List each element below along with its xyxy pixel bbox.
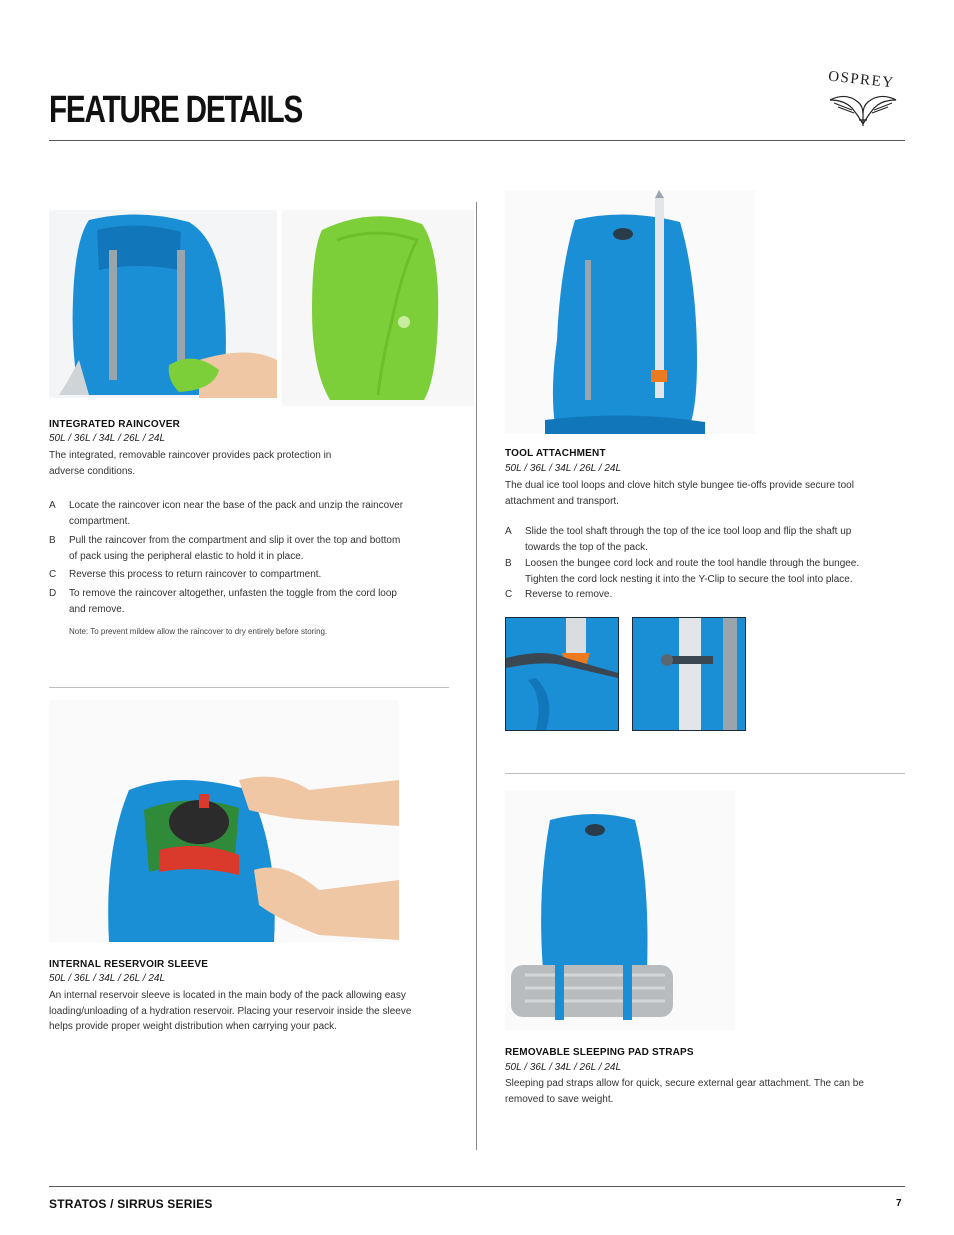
tool-sizes: 50L / 36L / 34L / 26L / 24L xyxy=(505,463,622,474)
tool-attachment-image xyxy=(505,190,755,434)
tool-step-c: C Reverse to remove. xyxy=(505,589,613,600)
raincover-pack-image xyxy=(49,210,277,398)
tool-bungee-closeup-image xyxy=(632,617,746,731)
reservoir-heading: INTERNAL RESERVOIR SLEEVE xyxy=(49,959,209,970)
tool-heading: TOOL ATTACHMENT xyxy=(505,448,606,459)
osprey-logo xyxy=(822,70,904,130)
footer-series-title: STRATOS / SIRRUS SERIES xyxy=(49,1197,213,1211)
tool-description: The dual ice tool loops and clove hitch style bungee tie-offs provide secure tool attachment and transport. xyxy=(505,480,854,507)
column-divider xyxy=(476,202,477,1150)
right-section-rule xyxy=(505,773,905,774)
raincover-note: Note: To prevent mildew allow the raincover to dry entirely before storing. xyxy=(69,627,328,636)
raincover-step-a: A Locate the raincover icon near the base of the pack and unzip the raincover compartment. xyxy=(49,500,404,527)
sleeping-pad-image xyxy=(505,790,735,1030)
raincover-step-b: B Pull the raincover from the compartment and slip it over the top and bottom of pack using the peripheral elastic to hold it in place. xyxy=(49,535,401,562)
tool-step-b: B Loosen the bungee cord lock and route the tool handle through the bungee. Tighten the cord lock nesting it into the Y-Clip to secure the tool into place. xyxy=(505,558,860,585)
tool-loop-closeup-image xyxy=(505,617,619,731)
page-title: FEATURE DETAILS xyxy=(49,89,303,131)
sleeping-pad-description: Sleeping pad straps allow for quick, secure external gear attachment. The can be removed to save weight. xyxy=(505,1078,864,1105)
raincover-heading: INTEGRATED RAINCOVER xyxy=(49,419,181,430)
left-section-rule xyxy=(49,687,449,688)
raincover-step-d: D To remove the raincover altogether, unfasten the toggle from the cord loop and remove. xyxy=(49,588,397,615)
logo-text: OSPREY xyxy=(827,68,896,92)
raincover-step-c: C Reverse this process to return raincover to compartment. xyxy=(49,569,322,580)
reservoir-sizes: 50L / 36L / 34L / 26L / 24L xyxy=(49,973,166,984)
reservoir-sleeve-image xyxy=(49,700,399,942)
sleeping-pad-sizes: 50L / 36L / 34L / 26L / 24L xyxy=(505,1062,622,1073)
reservoir-description: An internal reservoir sleeve is located in the main body of the pack allowing easy loading/unloading of a hydration reservoir. Placing your reservoir inside the sleeve helps provide proper weight distribution when carrying your pack. xyxy=(49,990,412,1032)
header-rule xyxy=(49,140,905,141)
sleeping-pad-heading: REMOVABLE SLEEPING PAD STRAPS xyxy=(505,1047,694,1058)
page-number: 7 xyxy=(896,1198,902,1209)
raincover-sizes: 50L / 36L / 34L / 26L / 24L xyxy=(49,433,166,444)
tool-step-a: A Slide the tool shaft through the top of the ice tool loop and flip the shaft up towards the top of the pack. xyxy=(505,526,852,553)
raincover-deployed-image xyxy=(282,210,474,406)
footer-rule xyxy=(49,1186,905,1187)
raincover-description: The integrated, removable raincover provides pack protection in adverse conditions. xyxy=(49,450,332,477)
